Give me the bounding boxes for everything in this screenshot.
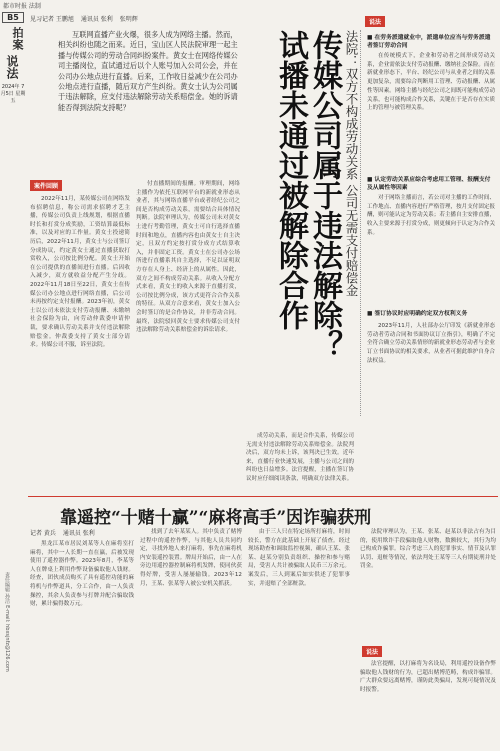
- sidebar-text-1: 在传统模式下，企业和劳动者之间形成劳动关系，企业需依法支付劳动报酬、缴纳社会保险。而在新就业形态下，平台、经纪公司与从业者之间的关系更加复杂，需要综合判断用工管理、劳动报酬、从属性等因素。网络主播与经纪公司之间既可能构成劳动关系，也可能构成合作关系，关键在于是否存在实质上的管理与被管理关系。: [367, 53, 495, 112]
- sidebar-commentary: [360, 19, 498, 416]
- sidebar-label: 说法: [365, 16, 385, 27]
- article-divider: [28, 496, 498, 497]
- article1-text-a: 2022年11月，某传媒公司在网络发布招聘信息，称公司需求招聘才艺主播，传媒公司负责上线规划，根据直播时长和打赏分成奖励，工资结算最低标准，以及对应的工作量。黄女士投递简历后，2022年11月，黄女士与公司签订分成协议，约定黄女士通过直播获取打赏收入，公司按比例分配。黄女士开始在公司提供的直播间进行直播。后因收入减少，双方就收益分配产生分歧。2022年11月18日至22日，黄女士在传媒公司办公地点进行网络直播，后公司未再按约定支付报酬。2023年初，黄女士以公司未依法支付劳动报酬、未缴纳社会保险为由，向劳动仲裁委申请仲裁，要求确认劳动关系并支付违法解除赔偿金。仲裁委支持了黄女士部分请求。传媒公司不服，诉至法院。: [30, 196, 130, 349]
- article2-column-b: [140, 528, 242, 745]
- editor-credit: 责任编辑 孙洁 E-mail: hbxsjnfz@126.com: [4, 572, 10, 672]
- headline-main-right: 传媒公司属于违法解除？: [307, 30, 342, 360]
- article1-column-c: [246, 432, 354, 490]
- byline2-reporter: 记者 黄兵: [30, 530, 56, 537]
- article2-sidebar-text: 法官提醒，以打麻将为名设局，利用遥控设备作弊骗取他人钱财的行为，已超出赌博范畴，构成诈骗罪。广大群众要远离赌博，谨防此类骗局，发现可疑情况及时报警。: [360, 661, 496, 693]
- issue-date: 2024年 7月5日 星期五: [0, 84, 26, 104]
- sidebar-heading-1: ■ 在劳务派遣就业中，派遣单位应当与劳务派遣者签订劳动合同: [367, 35, 491, 49]
- sidebar-heading-3: ■ 签订协议时应明确约定双方权利义务: [367, 311, 468, 317]
- article2-column-a: [30, 540, 134, 745]
- masthead: [0, 0, 500, 10]
- newspaper-brand: 都市时报 法制: [3, 3, 41, 10]
- article2-column-c: [248, 528, 350, 745]
- article1-column-a: [30, 195, 130, 490]
- sidebar-text-2: 对于网络主播而言，若公司对主播的工作时间、工作地点、直播内容进行严格管理，按月支付固定报酬，则可能认定为劳动关系；若主播自主安排直播，收入主要来源于打赏分成，则更倾向于认定为合作关系。: [367, 195, 495, 236]
- section-subtitle: 说法: [5, 55, 19, 79]
- left-rail: [0, 12, 26, 751]
- headline-main-left: 试播未通过被解除合作: [273, 30, 308, 330]
- byline-correspondent-2: 张明辉: [119, 16, 138, 23]
- article2-byline: [30, 528, 100, 537]
- byline-reporter: 见习记者 王鹏旭: [30, 16, 74, 23]
- case-review-label: 案件回顾: [30, 180, 62, 191]
- article2-column-d: [360, 528, 496, 638]
- article2-text-a: 黑龙江某市居民刘某等人在麻将室打麻将，其中一人长期一直在赢，后被发现使用了遥控器作弊。2023年8月，李某等人在牌桌上利用作弊设备骗取他人钱财。经查，团伙成员购买了具有遥控功能的麻将机与作弊道具，分工合作，由一人负责操控，其余人负责参与打牌并配合骗取钱财，累计骗得数万元。: [30, 541, 134, 608]
- section-title: 拍案: [11, 27, 24, 51]
- article1-intro: 互联网直播产业火爆，很多人成为网络主播。然而，相关纠纷也随之而来。近日，宝山区人民法院审理一起主播与传媒公司的劳动合同纠纷案件。黄女士在网络传媒公司主播岗位，直试通过后以个人账号加入公司公会，并在公司办公地点进行直播。后来，工作收日益减少在公司办公地点进行直播，随后双方产生纠纷。黄女士认为公司属于违法解除，应支付违法解除劳动关系赔偿金。她的诉请能否得到法院支持呢？: [58, 30, 238, 112]
- article1-column-b: [136, 180, 240, 490]
- sidebar-heading-2: ■ 认定劳动关系应综合考虑用工管理、报酬支付及从属性等因素: [367, 177, 491, 191]
- article1-byline: [30, 14, 143, 23]
- article2-text-c: 由于三人只在特定场所打麻将，时间较长，警方在此基础上开展了侦查。经过现场勘查和调取监控视频，确认王某、张某、赵某分别负责组织、操控和参与赌局，受害人共计被骗取人民币三万余元。案发后，三人到案后如实供述了犯罪事实，并退赔了全部赃款。: [248, 529, 350, 587]
- headline-subtitle: 法院：双方不构成劳动关系 公司无需支付赔偿金: [344, 30, 359, 297]
- article2-text-b: 找到了去年某某人。其中负责了赌博过程中的遥控作弊，与其他人员共同约定，寻找外地人来打麻将，事先在麻将机内安装遥控装置。牌局开始后，由一人在旁边用遥控器控制麻将机发牌，使同伙获得好牌，受害人屡屡输钱。2023年12月，王某、张某等人被公安机关抓获。: [140, 529, 242, 587]
- article2-sidebar: [360, 660, 496, 745]
- sidebar-text-3: 2023年11月，人社部办公厅印发《新就业形态劳动者劳动合同和书面协议订立指引》，明确了不完全符合确立劳动关系情形的新就业形态劳动者与企业订立书面协议的相关要求，从业者可据此维护自身合法权益。: [367, 323, 495, 364]
- article1-text-b: 付直播期间的报酬。审理期间，网络主播作为依托互联网平台的新就业形态从业者，其与网络直播平台或者经纪公司之间是否构成劳动关系，需要结合具体情况判断。法院审理认为，传媒公司未对黄女士进行考勤管理，黄女士可自行选择直播时间和地点，直播内容也由黄女士自主决定，且双方约定按打赏分成方式结算收入，并非固定工资。黄女士在公司办公场所进行直播系其自主选择，不足以证明双方存在人身上、经济上的从属性。因此，双方之间不构成劳动关系。从收入分配方式来看，黄女士的收入来源于直播打赏，公司按比例分成，该方式更符合合作关系的特征。从双方合意来看，黄女士加入公会时签订的是合作协议，并非劳动合同。最终，法院驳回黄女士要求传媒公司支付违法解除劳动关系赔偿金的诉讼请求。: [136, 181, 240, 334]
- article2-headline: 靠遥控“十赌十赢”“麻将高手”因诈骗获刑: [60, 508, 372, 528]
- byline2-correspondent: 通讯员 张利: [62, 530, 95, 537]
- article1-text-c: 成劳动关系，而是合作关系，传媒公司无需支付违法解除劳动关系赔偿金。法院判决后，双方均未上诉，该判决已生效。近年来，直播行业快速发展，主播与公司之间的纠纷也日益增多。法官提醒，主播在签订协议时应仔细阅读条款，明确双方法律关系。: [246, 433, 354, 482]
- page-number: B5: [2, 12, 24, 23]
- byline-correspondent: 通讯员 张利: [80, 16, 113, 23]
- article2-sidebar-label: 说法: [362, 646, 382, 657]
- article2-text-d: 法院审理认为，王某、张某、赵某以非法占有为目的，使用欺诈手段骗取他人财物，数额较大，其行为均已构成诈骗罪。综合考虑三人的犯罪事实、情节及认罪认罚、退赃等情况，依法判处王某等三人有期徒刑并处罚金。: [360, 529, 496, 570]
